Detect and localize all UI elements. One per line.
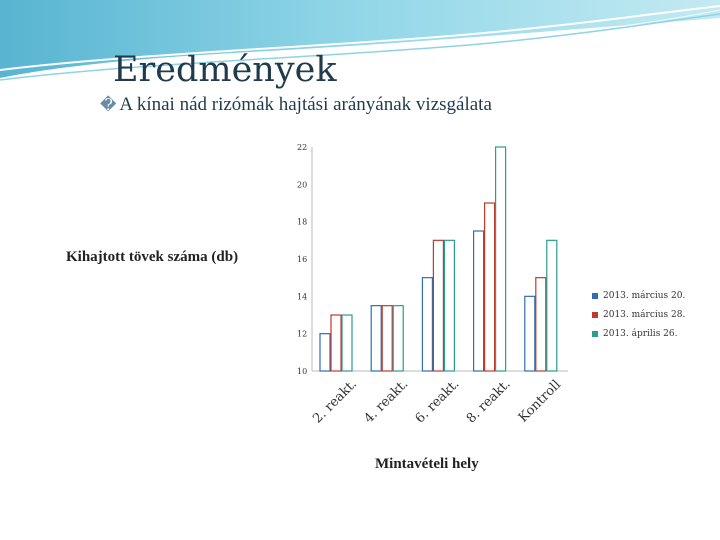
bar-3 [496,147,506,371]
legend-swatch [592,293,598,299]
chart-legend [592,286,685,343]
legend-item [592,324,685,343]
y-axis-label: Kihajtott tövek száma (db) [66,249,239,265]
y-tick-label: 14 [297,292,308,302]
bar-1 [474,231,484,371]
y-tick-label: 16 [297,255,308,264]
legend-swatch [592,312,598,318]
y-tick-label: 18 [297,217,308,227]
x-axis-label: Mintavételi hely [375,456,479,472]
legend-label: 2013. március 20. [603,290,686,301]
bar-2 [331,315,341,371]
bar-1 [371,306,381,371]
subtitle-text: A kínai nád rizómák hajtási arányának vizsgálata [119,94,492,115]
legend-label: 2013. április 26. [603,328,678,339]
x-tick-label: 6. reakt. [412,376,463,427]
bar-3 [393,306,403,371]
bar-2 [382,306,392,371]
x-tick-label: Kontroll [515,377,565,426]
y-tick-label: 12 [297,329,308,339]
bullet-icon: � [100,97,117,114]
bar-1 [422,278,432,371]
slide-title: Eredmények [113,50,337,90]
bar-2 [536,278,546,371]
bar-3 [547,240,557,371]
legend-label: 2013. március 28. [603,309,686,320]
bar-2 [485,203,495,371]
bar-1 [525,296,535,371]
bar-1 [320,334,330,371]
bar-3 [342,315,352,371]
x-tick-label: 2. reakt. [310,376,361,427]
y-tick-label: 20 [297,180,308,190]
legend-item [592,305,685,324]
x-tick-label: 8. reakt. [463,376,514,427]
legend-swatch [592,331,598,337]
y-tick-label: 10 [297,367,308,376]
bar-2 [433,240,443,371]
legend-item [592,286,685,305]
x-tick-label: 4. reakt. [361,376,412,427]
y-tick-label: 22 [297,143,308,152]
bar-3 [444,240,454,371]
